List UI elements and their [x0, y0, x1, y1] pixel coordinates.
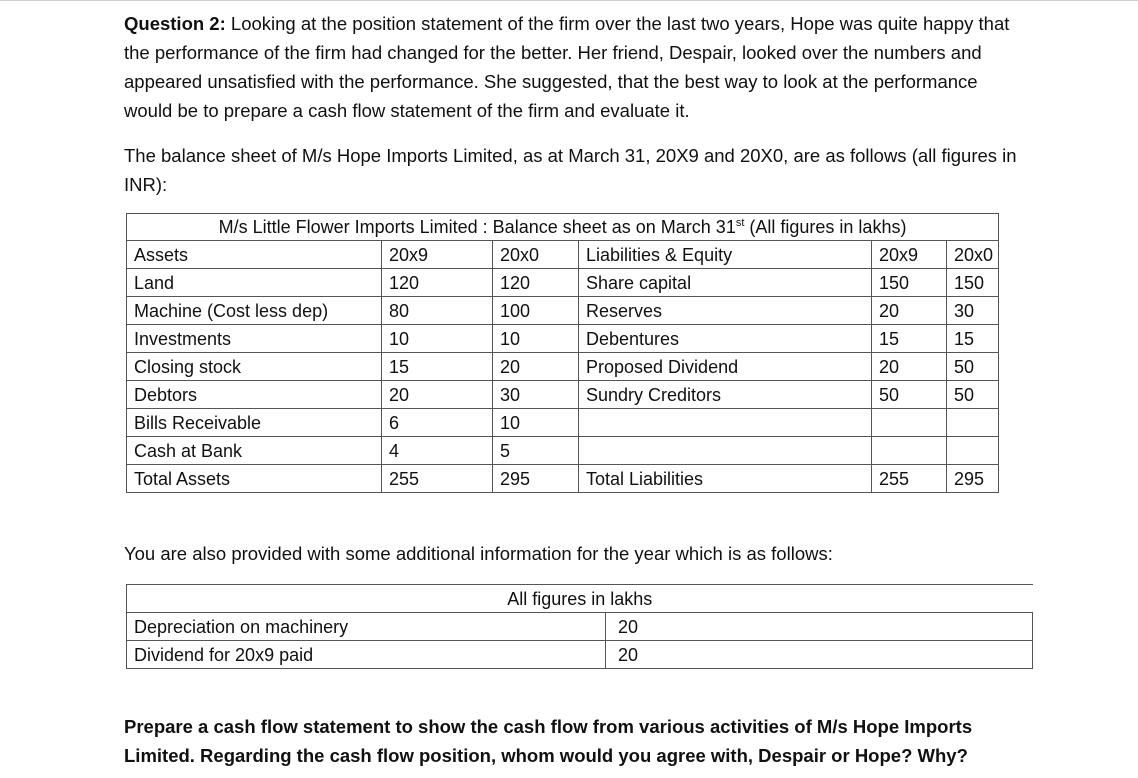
liability-value-20x9 [872, 437, 947, 465]
liability-value-20x9: 20 [872, 297, 947, 325]
liability-value-20x9 [872, 409, 947, 437]
header-liabilities: Liabilities & Equity [579, 241, 872, 269]
liability-value-20x0: 30 [947, 297, 999, 325]
asset-value-20x0: 10 [493, 409, 579, 437]
asset-value-20x9: 10 [382, 325, 493, 353]
asset-name: Bills Receivable [127, 409, 382, 437]
total-assets-20x9: 255 [382, 465, 493, 493]
asset-value-20x0: 30 [493, 381, 579, 409]
asset-value-20x9: 4 [382, 437, 493, 465]
liability-name: Proposed Dividend [579, 353, 872, 381]
table-row [127, 409, 999, 437]
table-header-row [127, 241, 999, 269]
question-paragraph [124, 9, 1029, 125]
header-assets: Assets [127, 241, 382, 269]
balance-sheet-table [126, 213, 999, 493]
liability-value-20x0 [947, 437, 999, 465]
balance-sheet-title: M/s Little Flower Imports Limited : Balance sheet as on March 31st (All figures in lakhs) [127, 214, 999, 241]
total-assets-label: Total Assets [127, 465, 382, 493]
additional-item-name: Dividend for 20x9 paid [127, 641, 606, 669]
liability-value-20x0: 50 [947, 381, 999, 409]
question-text: Looking at the position statement of the firm over the last two years, Hope was quite happy that the performance of the firm had changed for the better. Her friend, Despair, looked over the numbers and appeared unsatisfied with the performance. She suggested, that the best way to look at the performance would be to prepare a cash flow statement of the firm and evaluate it. [124, 13, 1010, 121]
liability-value-20x0: 150 [947, 269, 999, 297]
balance-sheet-title-row [127, 214, 999, 241]
asset-name: Closing stock [127, 353, 382, 381]
additional-item-value: 20 [606, 613, 1033, 641]
table-row [127, 325, 999, 353]
asset-name: Land [127, 269, 382, 297]
liability-value-20x9: 150 [872, 269, 947, 297]
additional-item-value: 20 [606, 641, 1033, 669]
top-border-line [0, 0, 1138, 1]
liability-name: Debentures [579, 325, 872, 353]
asset-name: Cash at Bank [127, 437, 382, 465]
asset-value-20x0: 100 [493, 297, 579, 325]
total-liabilities-20x9: 255 [872, 465, 947, 493]
additional-header-row [127, 585, 1033, 613]
balance-sheet-intro: The balance sheet of M/s Hope Imports Limited, as at March 31, 20X9 and 20X0, are as follows (all figures in INR): [124, 145, 1017, 195]
liability-name [579, 437, 872, 465]
asset-value-20x0: 5 [493, 437, 579, 465]
table-row [127, 613, 1033, 641]
total-assets-20x0: 295 [493, 465, 579, 493]
total-liabilities-20x0: 295 [947, 465, 999, 493]
table-row [127, 641, 1033, 669]
totals-row [127, 465, 999, 493]
table-row [127, 269, 999, 297]
liability-name [579, 409, 872, 437]
asset-value-20x0: 20 [493, 353, 579, 381]
asset-name: Machine (Cost less dep) [127, 297, 382, 325]
header-liabilities-20x0: 20x0 [947, 241, 999, 269]
additional-item-name: Depreciation on machinery [127, 613, 606, 641]
table-row [127, 297, 999, 325]
asset-value-20x9: 15 [382, 353, 493, 381]
asset-value-20x0: 10 [493, 325, 579, 353]
final-question: Prepare a cash flow statement to show the cash flow from various activities of M/s Hope Imports Limited. Regarding the cash flow position, whom would you agree with, Despair or Hope? Why? [124, 716, 973, 766]
liability-value-20x9: 50 [872, 381, 947, 409]
total-liabilities-label: Total Liabilities [579, 465, 872, 493]
asset-value-20x0: 120 [493, 269, 579, 297]
liability-value-20x0: 15 [947, 325, 999, 353]
cut-off-text-fragment [124, 772, 244, 778]
question-label: Question 2: [124, 13, 226, 34]
liability-name: Share capital [579, 269, 872, 297]
additional-info-table [126, 584, 1033, 669]
liability-name: Reserves [579, 297, 872, 325]
asset-value-20x9: 6 [382, 409, 493, 437]
additional-info-intro: You are also provided with some additional information for the year which is as follows: [124, 543, 833, 564]
liability-value-20x9: 15 [872, 325, 947, 353]
table-row [127, 437, 999, 465]
liability-name: Sundry Creditors [579, 381, 872, 409]
header-assets-20x9: 20x9 [382, 241, 493, 269]
additional-table-header: All figures in lakhs [127, 585, 1033, 613]
liability-value-20x0: 50 [947, 353, 999, 381]
table-row [127, 353, 999, 381]
asset-name: Investments [127, 325, 382, 353]
header-assets-20x0: 20x0 [493, 241, 579, 269]
header-liabilities-20x9: 20x9 [872, 241, 947, 269]
liability-value-20x0 [947, 409, 999, 437]
asset-value-20x9: 20 [382, 381, 493, 409]
table-row [127, 381, 999, 409]
asset-value-20x9: 120 [382, 269, 493, 297]
liability-value-20x9: 20 [872, 353, 947, 381]
asset-value-20x9: 80 [382, 297, 493, 325]
asset-name: Debtors [127, 381, 382, 409]
